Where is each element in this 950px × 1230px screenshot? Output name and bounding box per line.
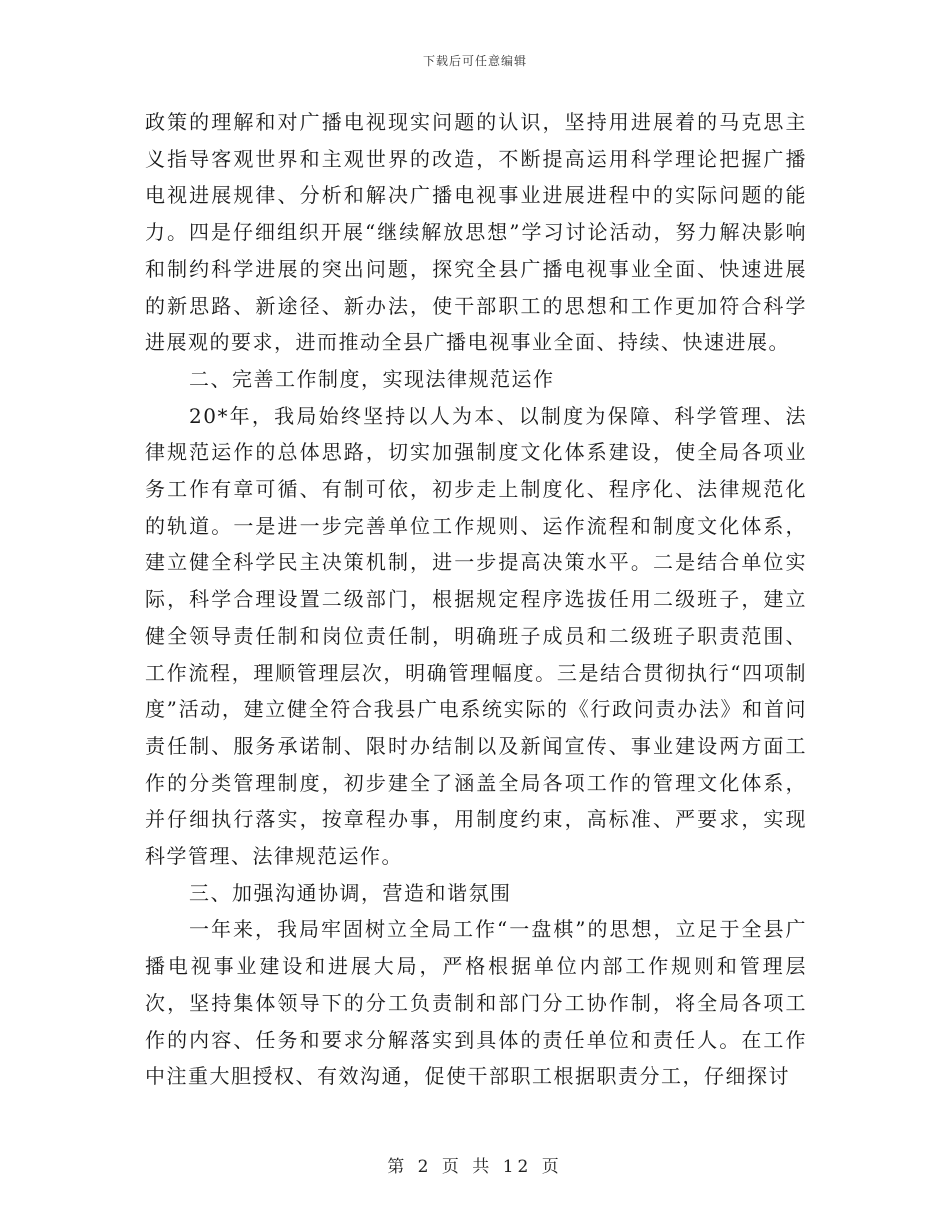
document-body xyxy=(145,104,807,1095)
paragraph-section-2: 20*年，我局始终坚持以人为本、以制度为保障、科学管理、法律规范运作的总体思路，切实加强制度文化体系建设，使全局各项业务工作有章可循、有制可依，初步走上制度化、程序化、法律规范化的轨道。一是进一步完善单位工作规则、运作流程和制度文化体系，建立健全科学民主决策机制，进一步提高决策水平。二是结合单位实际，科学合理设置二级部门，根据规定程序选拔任用二级班子，建立健全领导责任制和岗位责任制，明确班子成员和二级班子职责范围、工作流程，理顺管理层次，明确管理幅度。三是结合贯彻执行“四项制度”活动，建立健全符合我县广电系统实际的《行政问责办法》和首问责任制、服务承诺制、限时办结制以及新闻宣传、事业建设两方面工作的分类管理制度，初步建全了涵盖全局各项工作的管理文化体系，并仔细执行落实，按章程办事，用制度约束，高标准、严要求，实现科学管理、法律规范运作。 xyxy=(145,403,807,869)
paragraph-section-3: 一年来，我局牢固树立全局工作“一盘棋”的思想，立足于全县广播电视事业建设和进展大局，严格根据单位内部工作规则和管理层次，坚持集体领导下的分工负责制和部门分工协作制，将全局各项工作的内容、任务和要求分解落实到具体的责任单位和责任人。在工作中注重大胆授权、有效沟通，促使干部职工根据职责分工，仔细探讨 xyxy=(145,917,807,1089)
page-number: 第 2 页 共 12 页 xyxy=(387,1157,563,1177)
paragraph-continued: 政策的理解和对广播电视现实问题的认识，坚持用进展着的马克思主义指导客观世界和主观世界的改造，不断提高运用科学理论把握广播电视进展规律、分析和解决广播电视事业进展进程中的实际问题的能力。四是仔细组织开展“继续解放思想”学习讨论活动，努力解决影响和制约科学进展的突出问题，探究全县广播电视事业全面、快速进展的新思路、新途径、新办法，使干部职工的思想和工作更加符合科学进展观的要求，进而推动全县广播电视事业全面、持续、快速进展。 xyxy=(145,110,807,355)
page-header: 下载后可任意编辑 xyxy=(422,54,527,68)
section-heading-2: 二、完善工作制度，实现法律规范运作 xyxy=(189,366,555,391)
section-heading-3: 三、加强沟通协调，营造和谐氛围 xyxy=(189,880,512,905)
